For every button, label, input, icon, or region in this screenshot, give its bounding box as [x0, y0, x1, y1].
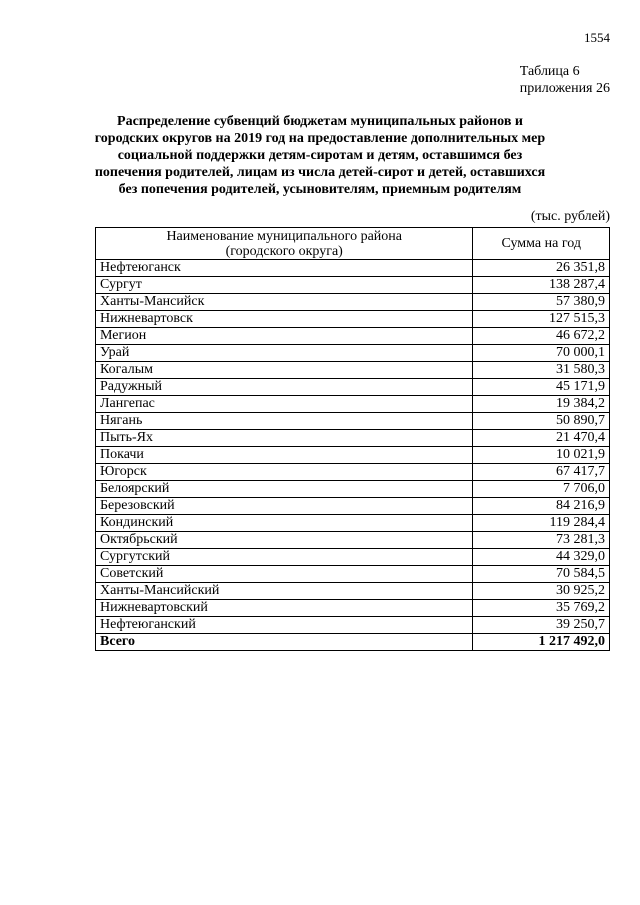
- municipality-name: Нягань: [96, 413, 473, 430]
- municipality-amount: 84 216,9: [473, 498, 610, 515]
- municipality-amount: 30 925,2: [473, 583, 610, 600]
- municipality-amount: 10 021,9: [473, 447, 610, 464]
- municipality-amount: 26 351,8: [473, 260, 610, 277]
- municipality-amount: 31 580,3: [473, 362, 610, 379]
- municipality-name: Сургутский: [96, 549, 473, 566]
- table-header-row: [96, 228, 610, 260]
- municipality-name: Ханты-Мансийский: [96, 583, 473, 600]
- table-row: [96, 277, 610, 294]
- municipality-name: Радужный: [96, 379, 473, 396]
- municipality-name: Пыть-Ях: [96, 430, 473, 447]
- municipality-name: Когалым: [96, 362, 473, 379]
- table-row: [96, 566, 610, 583]
- municipality-amount: 119 284,4: [473, 515, 610, 532]
- municipality-name: Югорск: [96, 464, 473, 481]
- municipality-amount: 50 890,7: [473, 413, 610, 430]
- table-reference-line-1: Таблица 6: [519, 64, 580, 79]
- municipality-amount: 70 000,1: [473, 345, 610, 362]
- subvention-table: [95, 227, 610, 651]
- municipality-amount: 35 769,2: [473, 600, 610, 617]
- municipality-amount: 67 417,7: [473, 464, 610, 481]
- table-row: [96, 532, 610, 549]
- municipality-amount: 70 584,5: [473, 566, 610, 583]
- document-title: Распределение субвенций бюджетам муниципальных районов и городских округов на 2019 год на предоставление дополнительных мер социальной поддержки детям-сиротам и детям, оставшимся без попечения родителей, лицам из числа детей-сирот и детей, оставшихся без попечения родителей, усыновителям, приемным родителям: [94, 114, 546, 197]
- municipality-amount: 57 380,9: [473, 294, 610, 311]
- table-row: [96, 328, 610, 345]
- table-row: [96, 345, 610, 362]
- municipality-amount: 73 281,3: [473, 532, 610, 549]
- table-row: [96, 549, 610, 566]
- table-reference: [520, 63, 610, 97]
- municipality-amount: 46 672,2: [473, 328, 610, 345]
- municipality-name: Сургут: [96, 277, 473, 294]
- municipality-amount: 138 287,4: [473, 277, 610, 294]
- municipality-name: Лангепас: [96, 396, 473, 413]
- table-row: [96, 430, 610, 447]
- table-row: [96, 362, 610, 379]
- table-row: [96, 413, 610, 430]
- table-row: [96, 311, 610, 328]
- municipality-name: Березовский: [96, 498, 473, 515]
- municipality-name: Кондинский: [96, 515, 473, 532]
- page-number: 1554: [584, 30, 610, 45]
- column-header-name-line-2: (городского округа): [225, 243, 343, 259]
- total-amount: 1 217 492,0: [473, 634, 610, 651]
- municipality-amount: 7 706,0: [473, 481, 610, 498]
- table-row: [96, 481, 610, 498]
- column-header-amount: Сумма на год: [473, 228, 610, 260]
- table-row: [96, 498, 610, 515]
- table-body: [96, 260, 610, 651]
- municipality-amount: 45 171,9: [473, 379, 610, 396]
- municipality-name: Нефтеюганск: [96, 260, 473, 277]
- municipality-name: Нижневартовский: [96, 600, 473, 617]
- table-row: [96, 515, 610, 532]
- table-row: [96, 464, 610, 481]
- total-label: Всего: [96, 634, 473, 651]
- table-row: [96, 294, 610, 311]
- municipality-name: Нефтеюганский: [96, 617, 473, 634]
- municipality-name: Ханты-Мансийск: [96, 294, 473, 311]
- municipality-amount: 21 470,4: [473, 430, 610, 447]
- municipality-name: Покачи: [96, 447, 473, 464]
- column-header-name: [96, 228, 473, 260]
- table-row: [96, 260, 610, 277]
- table-row: [96, 379, 610, 396]
- table-row: [96, 617, 610, 634]
- municipality-name: Нижневартовск: [96, 311, 473, 328]
- municipality-amount: 44 329,0: [473, 549, 610, 566]
- column-header-name-line-1: Наименование муниципального района: [166, 228, 402, 244]
- table-row: [96, 600, 610, 617]
- table-reference-line-2: приложения 26: [519, 81, 610, 96]
- municipality-amount: 39 250,7: [473, 617, 610, 634]
- units-label: (тыс. рублей): [530, 209, 610, 224]
- municipality-name: Октябрьский: [96, 532, 473, 549]
- table-row: [96, 583, 610, 600]
- municipality-amount: 127 515,3: [473, 311, 610, 328]
- table-total-row: [96, 634, 610, 651]
- municipality-name: Советский: [96, 566, 473, 583]
- municipality-amount: 19 384,2: [473, 396, 610, 413]
- table-row: [96, 447, 610, 464]
- municipality-name: Белоярский: [96, 481, 473, 498]
- municipality-name: Урай: [96, 345, 473, 362]
- municipality-name: Мегион: [96, 328, 473, 345]
- table-row: [96, 396, 610, 413]
